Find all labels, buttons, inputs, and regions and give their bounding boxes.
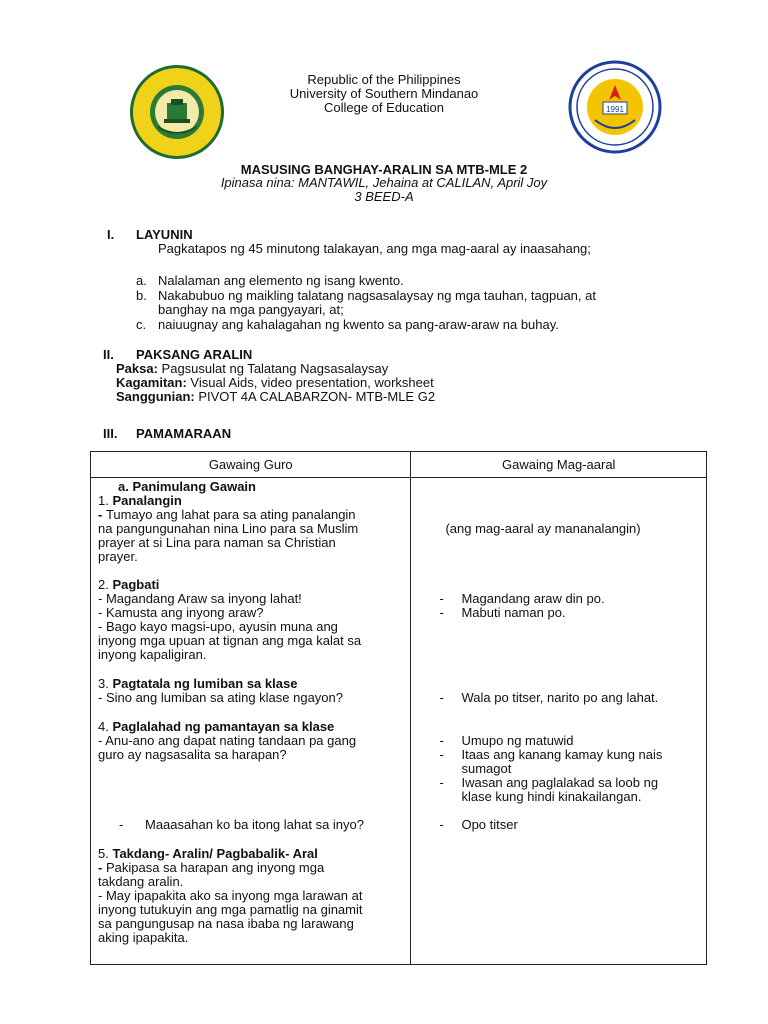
lesson-procedure-table	[90, 451, 707, 965]
response-prayer: (ang mag-aaral ay mananalangin)	[445, 521, 641, 536]
step-5-title	[98, 847, 318, 861]
step-1-label: Panalangin	[112, 493, 182, 508]
header-university: University of Southern Mindanao	[289, 86, 479, 101]
response-dash: -	[439, 591, 444, 606]
sanggunian-label: Sanggunian:	[116, 389, 195, 404]
table-row	[91, 478, 707, 965]
paksa-value: Pagsusulat ng Talatang Nagsasalaysay	[161, 361, 389, 376]
step-5-label: Takdang- Aralin/ Pagbabalik- Aral	[112, 846, 318, 861]
sanggunian-value: PIVOT 4A CALABARZON- MTB-MLE G2	[198, 389, 436, 404]
section-1-heading: LAYUNIN	[136, 227, 193, 242]
step-5-line-3: - May ipapakita ako sa inyong mga larawan at	[98, 888, 363, 903]
step-5-line-5: sa pangungusap na nasa ibaba ng larawang	[98, 916, 354, 931]
section-2-number: II.	[103, 347, 114, 362]
response-1: Magandang araw din po.	[461, 591, 605, 606]
column-header-guro: Gawaing Guro	[91, 452, 411, 478]
response-dash: -	[439, 817, 444, 832]
step-1-line-1-text: Tumayo ang lahat para sa ating panalangin	[105, 507, 356, 522]
sub-a-heading: a. Panimulang Gawain	[118, 479, 256, 494]
response-6-line-1: Iwasan ang paglalakad sa loob ng	[461, 775, 659, 790]
seal-year-text: 1991	[606, 105, 624, 114]
mag-aaral-cell	[411, 478, 707, 965]
layunin-item-c: naiuugnay ang kahalagahan ng kwento sa pang-araw-araw na buhay.	[158, 317, 559, 332]
document-section: 3 BEED-A	[354, 189, 414, 204]
layunin-item-b-line1: Nakabubuo ng maikling talatang nagsasalaysay ng mga tauhan, tagpuan, at	[158, 288, 596, 303]
response-5-line-1: Itaas ang kanang kamay kung nais	[461, 747, 663, 762]
step-1-line-2: na pangungunahan nina Lino para sa Muslim	[98, 521, 359, 536]
step-5-line-1	[98, 861, 324, 875]
step-5-line-6: aking ipapakita.	[98, 930, 189, 945]
step-4-number: 4.	[98, 719, 113, 734]
document-title: MASUSING BANGHAY-ARALIN SA MTB-MLE 2	[240, 162, 528, 177]
step-5-dash: -	[98, 860, 106, 875]
step-1-dash: -	[98, 507, 106, 522]
step-1-line-3: prayer at si Lina para naman sa Christian	[98, 535, 336, 550]
response-3: Wala po titser, narito po ang lahat.	[461, 690, 659, 705]
step-2-label: Pagbati	[112, 577, 160, 592]
step-3-label: Pagtatala ng lumiban sa klase	[112, 676, 298, 691]
step-4-label: Paglalahad ng pamantayan sa klase	[112, 719, 335, 734]
step-1-line-4: prayer.	[98, 549, 138, 564]
step-5-line-2: takdang aralin.	[98, 874, 184, 889]
step-2-line-1: - Magandang Araw sa inyong lahat!	[98, 591, 302, 606]
step-3-title	[98, 677, 297, 691]
step-1-line-1	[98, 508, 356, 522]
kagamitan-row	[116, 375, 434, 390]
response-dash: -	[439, 775, 444, 790]
sanggunian-row	[116, 389, 435, 404]
step-2-line-5: inyong kapaligiran.	[98, 647, 207, 662]
response-dash: -	[439, 747, 444, 762]
step-5-line-4: inyong tutukuyin ang mga pamatlig na ginamit	[98, 902, 363, 917]
layunin-mark-a: a.	[136, 273, 147, 288]
step-4-question: Maaasahan ko ba itong lahat sa inyo?	[145, 817, 364, 832]
response-2: Mabuti naman po.	[461, 605, 566, 620]
kagamitan-value: Visual Aids, video presentation, worksheet	[190, 375, 434, 390]
layunin-mark-b: b.	[136, 288, 147, 303]
step-3-line-1: - Sino ang lumiban sa ating klase ngayon?	[98, 690, 343, 705]
paksa-label: Paksa:	[116, 361, 158, 376]
layunin-intro: Pagkatapos ng 45 minutong talakayan, ang mga mag-aaral ay inaasahang;	[158, 241, 591, 256]
layunin-mark-c: c.	[136, 317, 147, 332]
step-2-line-4: inyong mga upuan at tignan ang mga kalat sa	[98, 633, 362, 648]
header-country: Republic of the Philippines	[307, 72, 461, 87]
step-1-title	[98, 494, 182, 508]
step-4-title	[98, 720, 334, 734]
step-4-line-1: - Anu-ano ang dapat nating tandaan pa gang	[98, 733, 357, 748]
response-7: Opo titser	[461, 817, 518, 832]
step-2-line-2: - Kamusta ang inyong araw?	[98, 605, 264, 620]
header-college: College of Education	[324, 100, 444, 115]
section-1-number: I.	[107, 227, 115, 242]
document-authors: Ipinasa nina: MANTAWIL, Jehaina at CALILAN, April Joy	[220, 175, 548, 190]
kagamitan-label: Kagamitan:	[116, 375, 187, 390]
step-2-number: 2.	[98, 577, 113, 592]
step-3-number: 3.	[98, 676, 113, 691]
table-header-row	[91, 452, 707, 478]
response-4: Umupo ng matuwid	[461, 733, 574, 748]
step-4-dash: -	[119, 817, 124, 832]
column-header-mag-aaral: Gawaing Mag-aaral	[411, 452, 707, 478]
section-3-heading: PAMAMARAAN	[136, 426, 232, 441]
step-5-line-1-text: Pakipasa sa harapan ang inyong mga	[105, 860, 325, 875]
step-5-number: 5.	[98, 846, 113, 861]
step-2-title	[98, 578, 159, 592]
layunin-item-b-line2: banghay na mga pangyayari, at;	[158, 302, 344, 317]
response-dash: -	[439, 733, 444, 748]
step-1-number: 1.	[98, 493, 113, 508]
paksa-row	[116, 361, 388, 376]
response-dash: -	[439, 605, 444, 620]
section-3-number: III.	[103, 426, 118, 441]
step-2-line-3: - Bago kayo magsi-upo, ayusin muna ang	[98, 619, 338, 634]
response-dash: -	[439, 690, 444, 705]
layunin-item-a: Nalalaman ang elemento ng isang kwento.	[158, 273, 404, 288]
guro-cell	[91, 478, 411, 965]
section-2-heading: PAKSANG ARALIN	[136, 347, 253, 362]
response-5-line-2: sumagot	[461, 761, 512, 776]
step-4-line-2: guro ay nagsasalita sa harapan?	[98, 747, 287, 762]
response-6-line-2: klase kung hindi kinakailangan.	[461, 789, 642, 804]
